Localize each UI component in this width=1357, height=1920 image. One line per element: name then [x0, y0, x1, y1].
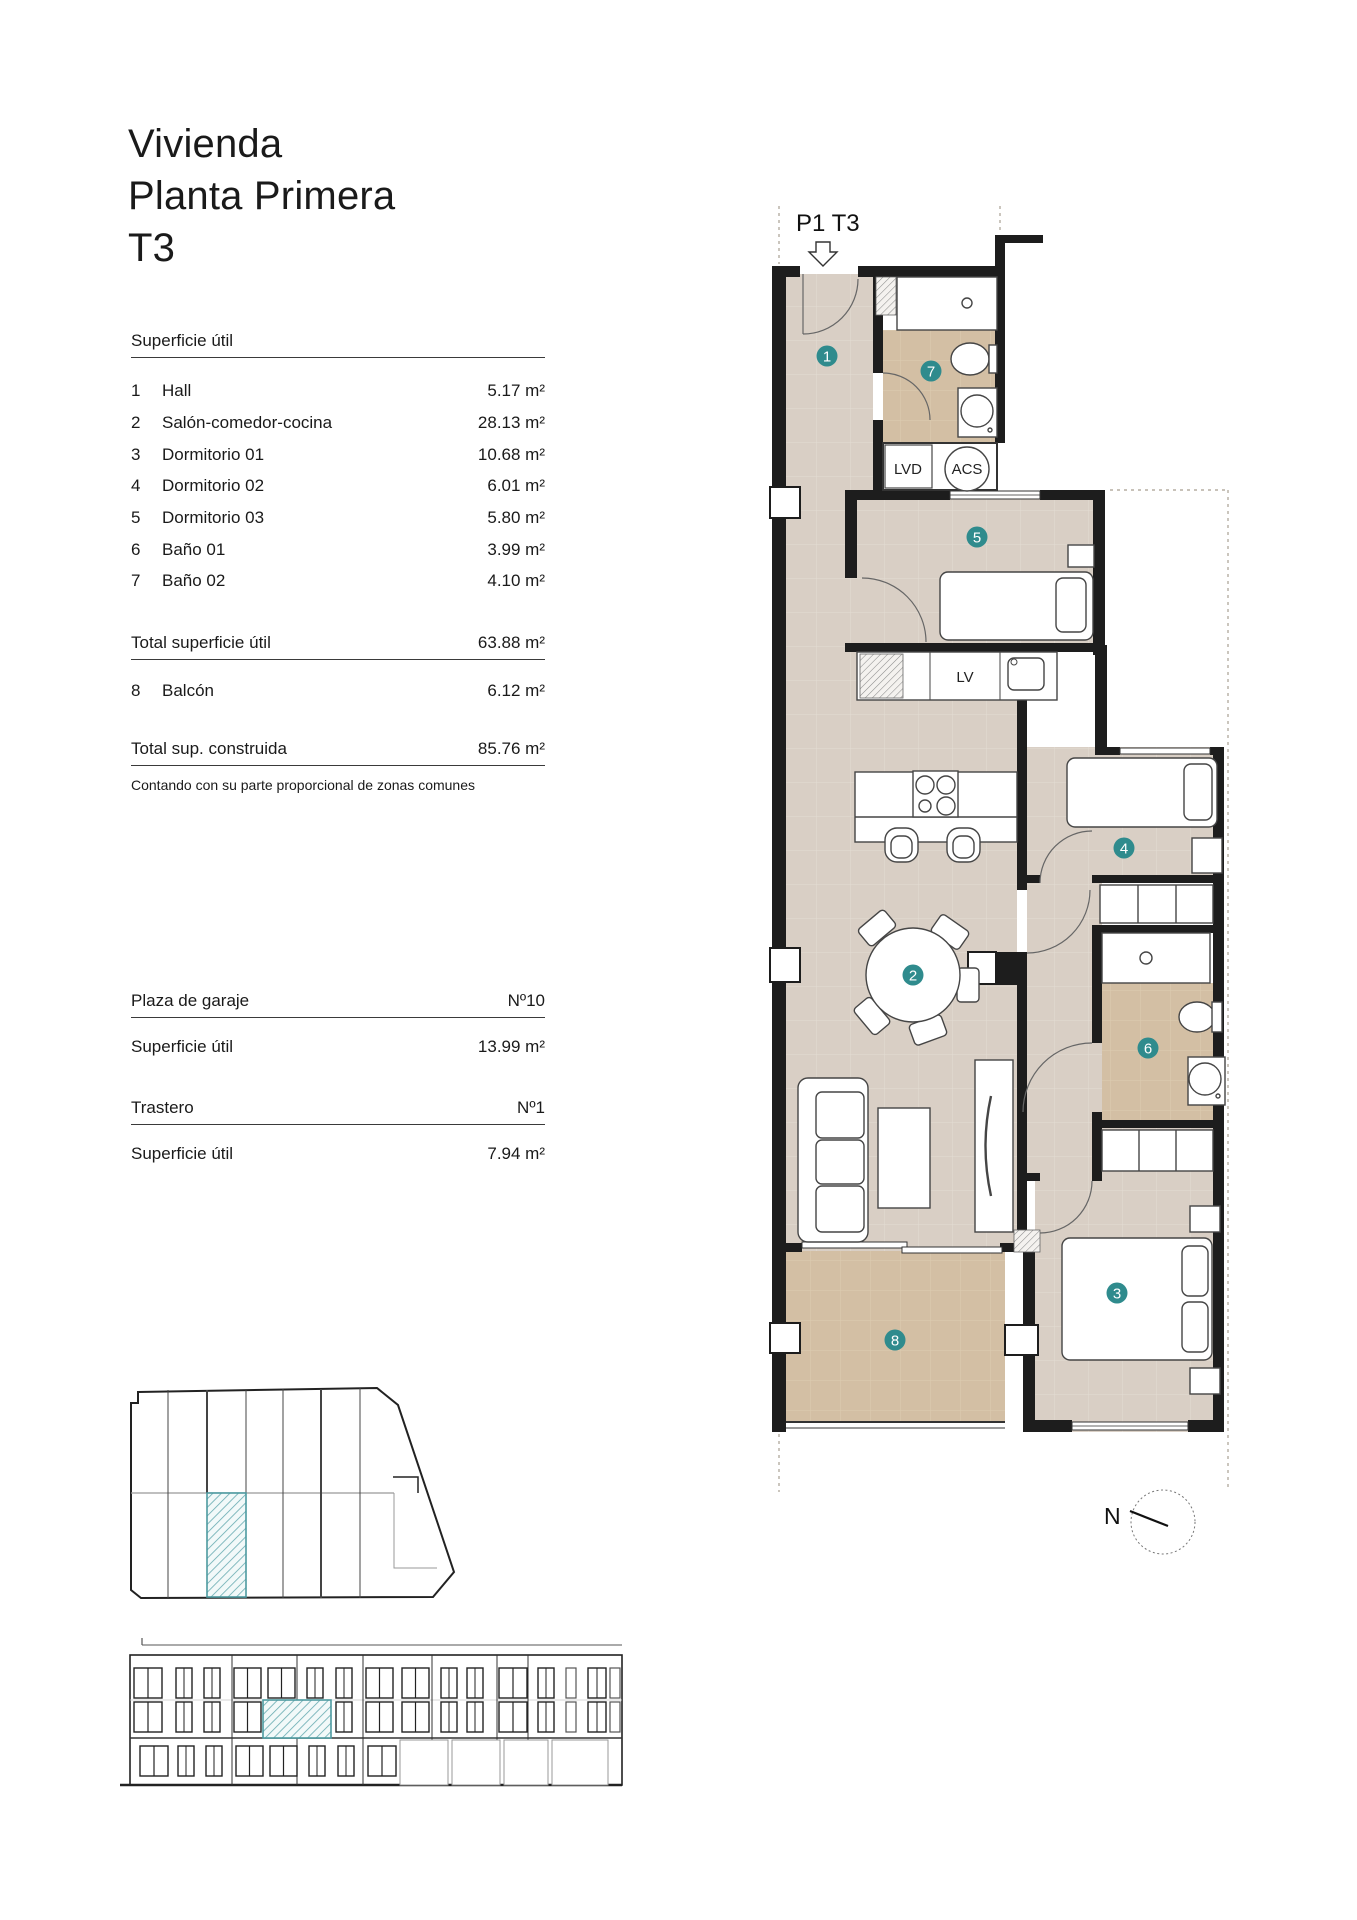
room-marker-4	[1114, 838, 1135, 859]
unit-label: P1 T3	[796, 210, 860, 237]
row-num: 3	[131, 445, 141, 464]
row-value: 3.99 m²	[487, 540, 545, 559]
row-label: Baño 02	[162, 571, 226, 590]
room-marker-3	[1107, 1283, 1128, 1304]
title-line-2: Planta Primera	[128, 174, 396, 218]
elevation-windows-top	[134, 1668, 620, 1698]
row-label: Dormitorio 02	[162, 476, 265, 495]
row-num: 5	[131, 508, 141, 527]
building-elevation	[120, 1638, 622, 1785]
row-label: Dormitorio 03	[162, 508, 265, 527]
row-label: Dormitorio 01	[162, 445, 265, 464]
compass-circle-icon	[1131, 1490, 1195, 1554]
row-value: 28.13 m²	[477, 413, 545, 432]
lvd-label: LVD	[893, 461, 923, 478]
row-label: Superficie útil	[131, 1037, 234, 1056]
room-marker-8	[885, 1330, 906, 1351]
surface-table-title: Superficie útil	[131, 331, 234, 350]
row-label: Hall	[162, 381, 192, 400]
row-value: 5.80 m²	[487, 508, 545, 527]
acs-label: ACS	[951, 461, 983, 478]
common-zones-note: Contando con su parte proporcional de zonas comunes	[131, 777, 475, 793]
title-line-3: T3	[128, 226, 176, 270]
row-value: 6.12 m²	[487, 681, 545, 700]
room-marker-7	[921, 361, 942, 382]
laundry-closet	[883, 443, 997, 491]
row-label: Superficie útil	[131, 1144, 234, 1163]
kitchen-counter	[857, 652, 1057, 700]
floor-plan	[770, 206, 1228, 1492]
garage-title: Plaza de garaje	[131, 991, 250, 1010]
svg-text:4: 4	[1119, 840, 1129, 858]
highlighted-site-unit	[207, 1493, 246, 1597]
lv-label: LV	[956, 669, 974, 686]
room-marker-2	[903, 965, 924, 986]
highlighted-elevation-unit	[263, 1700, 331, 1738]
compass-needle-icon	[1130, 1511, 1168, 1526]
row-value: 4.10 m²	[487, 571, 545, 590]
svg-text:1: 1	[822, 348, 832, 366]
garage-number: Nº10	[507, 991, 545, 1010]
row-value: 5.17 m²	[487, 381, 545, 400]
room-marker-5	[967, 527, 988, 548]
row-num: 2	[131, 413, 141, 432]
total-useful-label: Total superficie útil	[131, 633, 271, 652]
row-num: 8	[131, 681, 141, 700]
north-label: N	[1104, 1503, 1121, 1529]
row-value: 6.01 m²	[487, 476, 545, 495]
entry-arrow-icon	[809, 242, 837, 266]
row-value: 10.68 m²	[477, 445, 545, 464]
svg-text:8: 8	[890, 1332, 900, 1350]
row-num: 1	[131, 381, 141, 400]
svg-text:3: 3	[1112, 1285, 1122, 1303]
room-marker-6	[1138, 1038, 1159, 1059]
row-num: 6	[131, 540, 141, 559]
title-line-1: Vivienda	[128, 122, 283, 166]
total-built-label: Total sup. construida	[131, 739, 287, 758]
storage-title: Trastero	[131, 1098, 194, 1117]
row-value: 7.94 m²	[487, 1144, 545, 1163]
svg-text:2: 2	[908, 967, 918, 985]
row-label: Baño 01	[162, 540, 226, 559]
site-key-plan	[131, 1388, 454, 1598]
svg-text:7: 7	[926, 363, 936, 381]
svg-text:5: 5	[972, 529, 982, 547]
room-marker-1	[817, 346, 838, 367]
row-label: Salón-comedor-cocina	[162, 413, 333, 432]
row-num: 4	[131, 476, 141, 495]
total-built-value: 85.76 m²	[477, 739, 545, 758]
row-num: 7	[131, 571, 141, 590]
svg-text:6: 6	[1143, 1040, 1153, 1058]
elevation-windows-middle	[134, 1702, 620, 1732]
row-value: 13.99 m²	[477, 1037, 545, 1056]
storage-number: Nº1	[517, 1098, 545, 1117]
row-label: Balcón	[162, 681, 214, 700]
total-useful-value: 63.88 m²	[477, 633, 545, 652]
north-compass	[1104, 1490, 1195, 1554]
